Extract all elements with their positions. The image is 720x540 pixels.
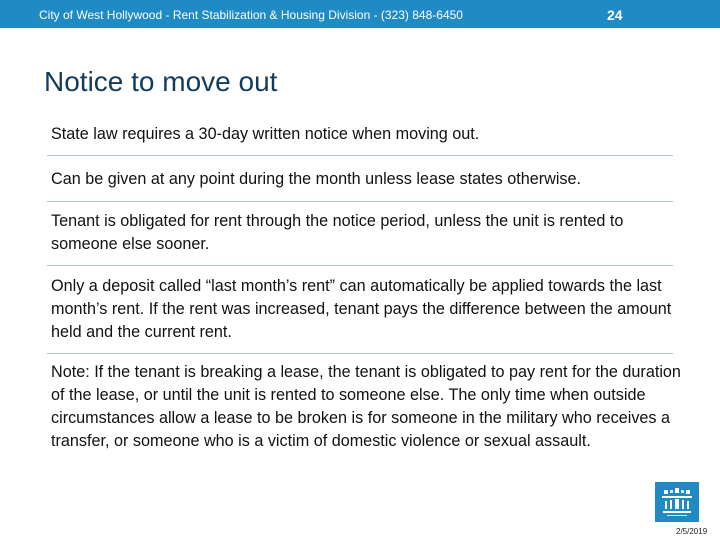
divider <box>47 353 673 354</box>
paragraph-notice-timing: Can be given at any point during the month unless lease states otherwise. <box>51 170 582 188</box>
divider <box>47 155 673 156</box>
paragraph-notice-requirement: State law requires a 30-day written notice when moving out. <box>51 125 480 143</box>
divider <box>47 265 673 266</box>
paragraph-last-months-rent: Only a deposit called “last month’s rent” can automatically be applied towards the last month’s rent. If the rent was increased, tenant pays the difference between the amount held and the current rent. <box>51 277 672 341</box>
divider <box>47 201 673 202</box>
header-title: City of West Hollywood - Rent Stabilization & Housing Division - (323) 848-6450 <box>39 8 463 22</box>
slide-title: Notice to move out <box>44 66 278 97</box>
footer-date: 2/5/2019 <box>676 527 708 536</box>
paragraph-rent-obligation: Tenant is obligated for rent through the notice period, unless the unit is rented to someone else sooner. <box>51 212 624 253</box>
city-logo-icon <box>655 482 699 522</box>
page-number: 24 <box>607 7 623 23</box>
paragraph-breaking-lease: Note: If the tenant is breaking a lease, the tenant is obligated to pay rent for the duration of the lease, or until the unit is rented to someone else. The only time when outside circumstances allow a lease to be broken is for someone in the military who receives a transfer, or someone who is a victim of domestic violence or sexual assault. <box>51 363 681 450</box>
